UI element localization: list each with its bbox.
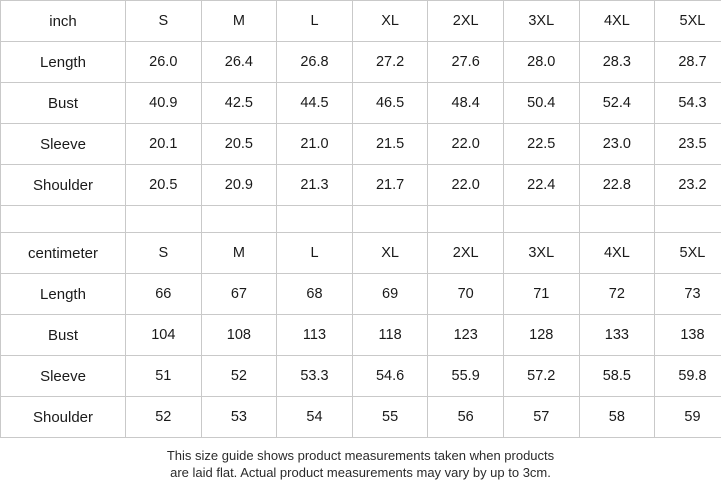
spacer-cell [126, 206, 202, 233]
cell-cm-shoulder-4xl: 58 [579, 397, 655, 438]
cell-inch-length-4xl: 28.3 [579, 42, 655, 83]
cell-inch-sleeve-s: 20.1 [126, 124, 202, 165]
cell-inch-sleeve-3xl: 22.5 [503, 124, 579, 165]
cell-cm-shoulder-5xl: 59 [655, 397, 721, 438]
cell-cm-length-m: 67 [201, 274, 277, 315]
inch-size-header-5xl: 5XL [655, 1, 721, 42]
inch-size-header-m: M [201, 1, 277, 42]
cell-cm-bust-s: 104 [126, 315, 202, 356]
section-spacer-row [1, 206, 721, 233]
spacer-cell [1, 206, 126, 233]
cell-cm-length-s: 66 [126, 274, 202, 315]
inch-size-header-xl: XL [352, 1, 428, 42]
table-row [1, 356, 721, 397]
note-line-2: are laid flat. Actual product measurements may vary by up to 3cm. [170, 465, 551, 480]
cell-cm-sleeve-4xl: 58.5 [579, 356, 655, 397]
spacer-cell [201, 206, 277, 233]
cell-inch-sleeve-m: 20.5 [201, 124, 277, 165]
row-label-inch-shoulder: Shoulder [1, 165, 126, 206]
cm-size-header-m: M [201, 233, 277, 274]
spacer-cell [579, 206, 655, 233]
row-label-inch-sleeve: Sleeve [1, 124, 126, 165]
table-row [1, 165, 721, 206]
cm-size-header-l: L [277, 233, 353, 274]
cm-unit-label: centimeter [1, 233, 126, 274]
cell-inch-bust-4xl: 52.4 [579, 83, 655, 124]
row-label-inch-bust: Bust [1, 83, 126, 124]
cell-cm-shoulder-2xl: 56 [428, 397, 504, 438]
spacer-cell [503, 206, 579, 233]
cell-inch-bust-2xl: 48.4 [428, 83, 504, 124]
cell-inch-shoulder-s: 20.5 [126, 165, 202, 206]
cell-inch-length-3xl: 28.0 [503, 42, 579, 83]
cell-inch-shoulder-3xl: 22.4 [503, 165, 579, 206]
cell-cm-bust-2xl: 123 [428, 315, 504, 356]
row-label-cm-bust: Bust [1, 315, 126, 356]
row-label-inch-length: Length [1, 42, 126, 83]
cell-inch-length-m: 26.4 [201, 42, 277, 83]
cell-cm-sleeve-3xl: 57.2 [503, 356, 579, 397]
cell-cm-length-3xl: 71 [503, 274, 579, 315]
table-row [1, 42, 721, 83]
cell-inch-length-xl: 27.2 [352, 42, 428, 83]
inch-unit-label: inch [1, 1, 126, 42]
cell-cm-length-2xl: 70 [428, 274, 504, 315]
cell-cm-bust-3xl: 128 [503, 315, 579, 356]
inch-size-header-s: S [126, 1, 202, 42]
cm-header-row [1, 233, 721, 274]
spacer-cell [655, 206, 721, 233]
table-row [1, 124, 721, 165]
cell-cm-shoulder-xl: 55 [352, 397, 428, 438]
cell-cm-length-4xl: 72 [579, 274, 655, 315]
cell-cm-shoulder-s: 52 [126, 397, 202, 438]
cm-size-header-5xl: 5XL [655, 233, 721, 274]
cell-cm-bust-m: 108 [201, 315, 277, 356]
cell-cm-bust-l: 113 [277, 315, 353, 356]
spacer-cell [277, 206, 353, 233]
cell-inch-bust-5xl: 54.3 [655, 83, 721, 124]
cell-cm-length-5xl: 73 [655, 274, 721, 315]
table-row [1, 274, 721, 315]
cell-inch-shoulder-2xl: 22.0 [428, 165, 504, 206]
inch-size-header-2xl: 2XL [428, 1, 504, 42]
cell-inch-length-2xl: 27.6 [428, 42, 504, 83]
cell-cm-sleeve-2xl: 55.9 [428, 356, 504, 397]
cell-inch-sleeve-xl: 21.5 [352, 124, 428, 165]
cell-inch-sleeve-5xl: 23.5 [655, 124, 721, 165]
cell-inch-shoulder-l: 21.3 [277, 165, 353, 206]
cell-inch-length-l: 26.8 [277, 42, 353, 83]
size-guide-note [0, 438, 721, 481]
cell-inch-shoulder-m: 20.9 [201, 165, 277, 206]
row-label-cm-shoulder: Shoulder [1, 397, 126, 438]
cm-size-header-2xl: 2XL [428, 233, 504, 274]
table-row [1, 315, 721, 356]
cell-cm-sleeve-s: 51 [126, 356, 202, 397]
cell-inch-sleeve-2xl: 22.0 [428, 124, 504, 165]
cell-inch-length-5xl: 28.7 [655, 42, 721, 83]
table-row [1, 397, 721, 438]
note-line-1: This size guide shows product measurements taken when products [166, 448, 555, 463]
cell-inch-bust-s: 40.9 [126, 83, 202, 124]
row-label-cm-length: Length [1, 274, 126, 315]
cell-cm-shoulder-3xl: 57 [503, 397, 579, 438]
cm-size-header-s: S [126, 233, 202, 274]
size-chart-body [1, 1, 721, 438]
cm-size-header-4xl: 4XL [579, 233, 655, 274]
cm-size-header-3xl: 3XL [503, 233, 579, 274]
cell-inch-bust-3xl: 50.4 [503, 83, 579, 124]
cell-inch-bust-l: 44.5 [277, 83, 353, 124]
cell-cm-shoulder-m: 53 [201, 397, 277, 438]
inch-size-header-3xl: 3XL [503, 1, 579, 42]
spacer-cell [428, 206, 504, 233]
cell-cm-sleeve-l: 53.3 [277, 356, 353, 397]
cell-inch-shoulder-5xl: 23.2 [655, 165, 721, 206]
cell-inch-bust-m: 42.5 [201, 83, 277, 124]
spacer-cell [352, 206, 428, 233]
cell-cm-sleeve-m: 52 [201, 356, 277, 397]
cell-cm-bust-xl: 118 [352, 315, 428, 356]
inch-header-row [1, 1, 721, 42]
cell-inch-bust-xl: 46.5 [352, 83, 428, 124]
cell-inch-shoulder-xl: 21.7 [352, 165, 428, 206]
row-label-cm-sleeve: Sleeve [1, 356, 126, 397]
cell-cm-bust-5xl: 138 [655, 315, 721, 356]
cm-size-header-xl: XL [352, 233, 428, 274]
cell-cm-sleeve-xl: 54.6 [352, 356, 428, 397]
cell-inch-length-s: 26.0 [126, 42, 202, 83]
table-row [1, 83, 721, 124]
cell-cm-bust-4xl: 133 [579, 315, 655, 356]
inch-size-header-l: L [277, 1, 353, 42]
cell-cm-sleeve-5xl: 59.8 [655, 356, 721, 397]
cell-inch-shoulder-4xl: 22.8 [579, 165, 655, 206]
cell-inch-sleeve-4xl: 23.0 [579, 124, 655, 165]
cell-cm-length-l: 68 [277, 274, 353, 315]
cell-cm-shoulder-l: 54 [277, 397, 353, 438]
cell-inch-sleeve-l: 21.0 [277, 124, 353, 165]
inch-size-header-4xl: 4XL [579, 1, 655, 42]
cell-cm-length-xl: 69 [352, 274, 428, 315]
